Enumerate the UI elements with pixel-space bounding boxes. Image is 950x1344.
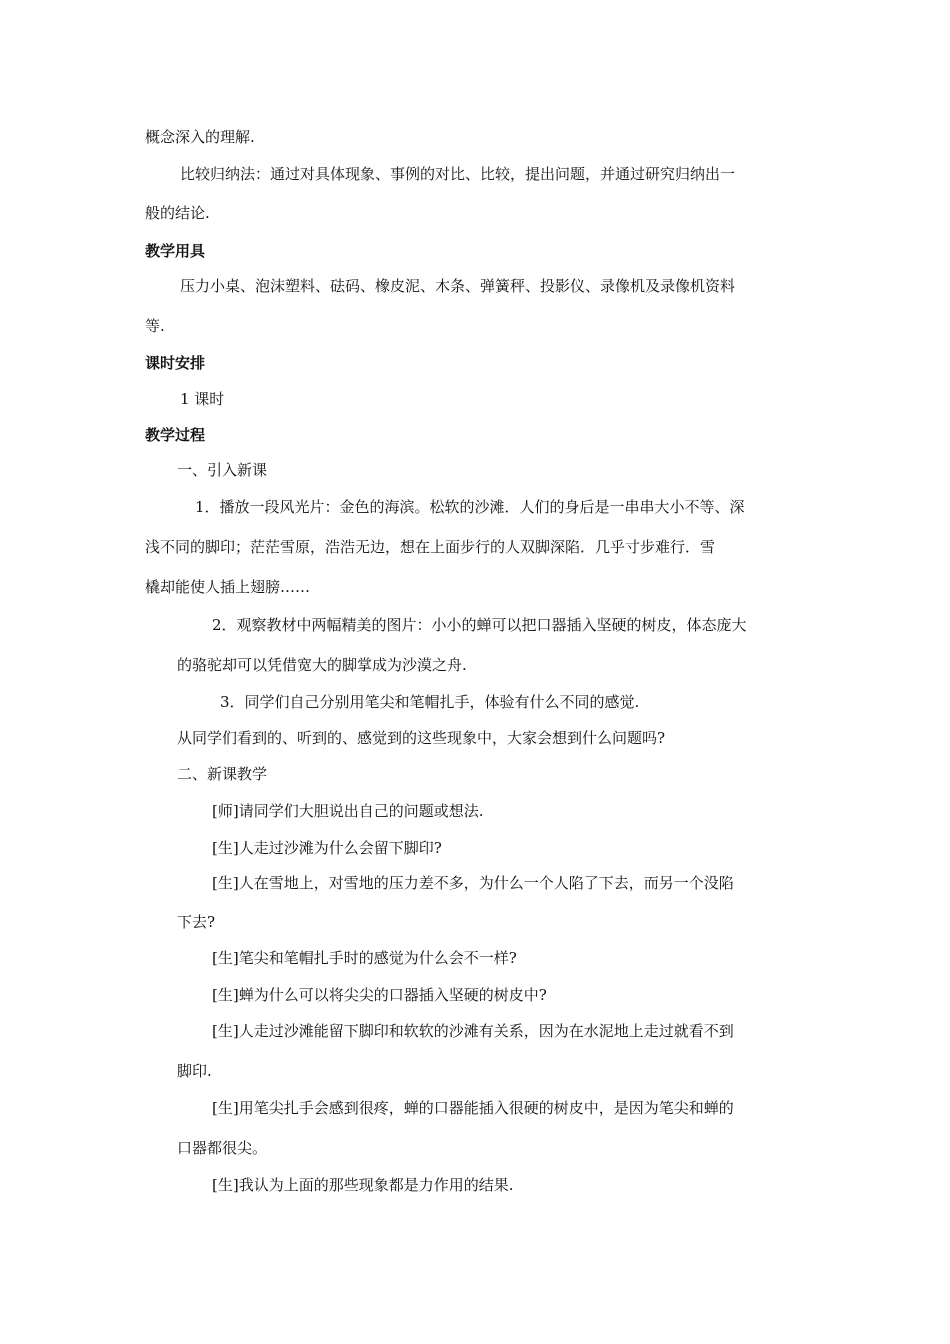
text-line: 口器都很尖。	[177, 1139, 268, 1157]
section-heading: 课时安排	[145, 354, 206, 372]
text-line: [生]笔尖和笔帽扎手时的感觉为什么会不一样?	[212, 949, 517, 967]
text-line: 般的结论.	[145, 204, 210, 222]
text-line: 等.	[145, 317, 165, 335]
text-line: 橇却能使人插上翅膀……	[145, 578, 311, 596]
text-line: 3．同学们自己分别用笔尖和笔帽扎手，体验有什么不同的感觉.	[220, 693, 640, 711]
text-line: [师]请同学们大胆说出自己的问题或想法.	[212, 802, 484, 820]
text-line: 二、新课教学	[177, 765, 268, 783]
text-line: [生]用笔尖扎手会感到很疼，蝉的口器能插入很硬的树皮中，是因为笔尖和蝉的	[212, 1099, 734, 1117]
text-line: [生]人走过沙滩为什么会留下脚印?	[212, 839, 442, 857]
text-line: 1．播放一段风光片：金色的海滨。松软的沙滩．人们的身后是一串串大小不等、深	[195, 498, 745, 516]
text-line: 下去?	[177, 913, 216, 931]
section-heading: 教学用具	[145, 242, 206, 260]
text-line: 概念深入的理解.	[145, 128, 255, 146]
section-heading: 教学过程	[145, 426, 206, 444]
text-line: [生]人在雪地上，对雪地的压力差不多，为什么一个人陷了下去，而另一个没陷	[212, 874, 734, 892]
text-line: 一、引入新课	[177, 461, 268, 479]
text-line: 1 课时	[180, 390, 225, 408]
text-line: [生]蝉为什么可以将尖尖的口器插入坚硬的树皮中?	[212, 986, 547, 1004]
text-line: 2．观察教材中两幅精美的图片：小小的蝉可以把口器插入坚硬的树皮，体态庞大	[212, 616, 747, 634]
text-line: [生]我认为上面的那些现象都是力作用的结果.	[212, 1176, 514, 1194]
text-line: 的骆驼却可以凭借宽大的脚掌成为沙漠之舟.	[177, 656, 467, 674]
text-line: 浅不同的脚印；茫茫雪原，浩浩无边，想在上面步行的人双脚深陷．几乎寸步难行．雪	[145, 538, 716, 556]
text-line: 脚印.	[177, 1062, 212, 1080]
text-line: [生]人走过沙滩能留下脚印和软软的沙滩有关系，因为在水泥地上走过就看不到	[212, 1022, 734, 1040]
text-line: 压力小桌、泡沫塑料、砝码、橡皮泥、木条、弹簧秤、投影仪、录像机及录像机资料	[180, 277, 736, 295]
text-line: 从同学们看到的、听到的、感觉到的这些现象中，大家会想到什么问题吗?	[177, 729, 666, 747]
text-line: 比较归纳法：通过对具体现象、事例的对比、比较，提出问题，并通过研究归纳出一	[180, 165, 736, 183]
